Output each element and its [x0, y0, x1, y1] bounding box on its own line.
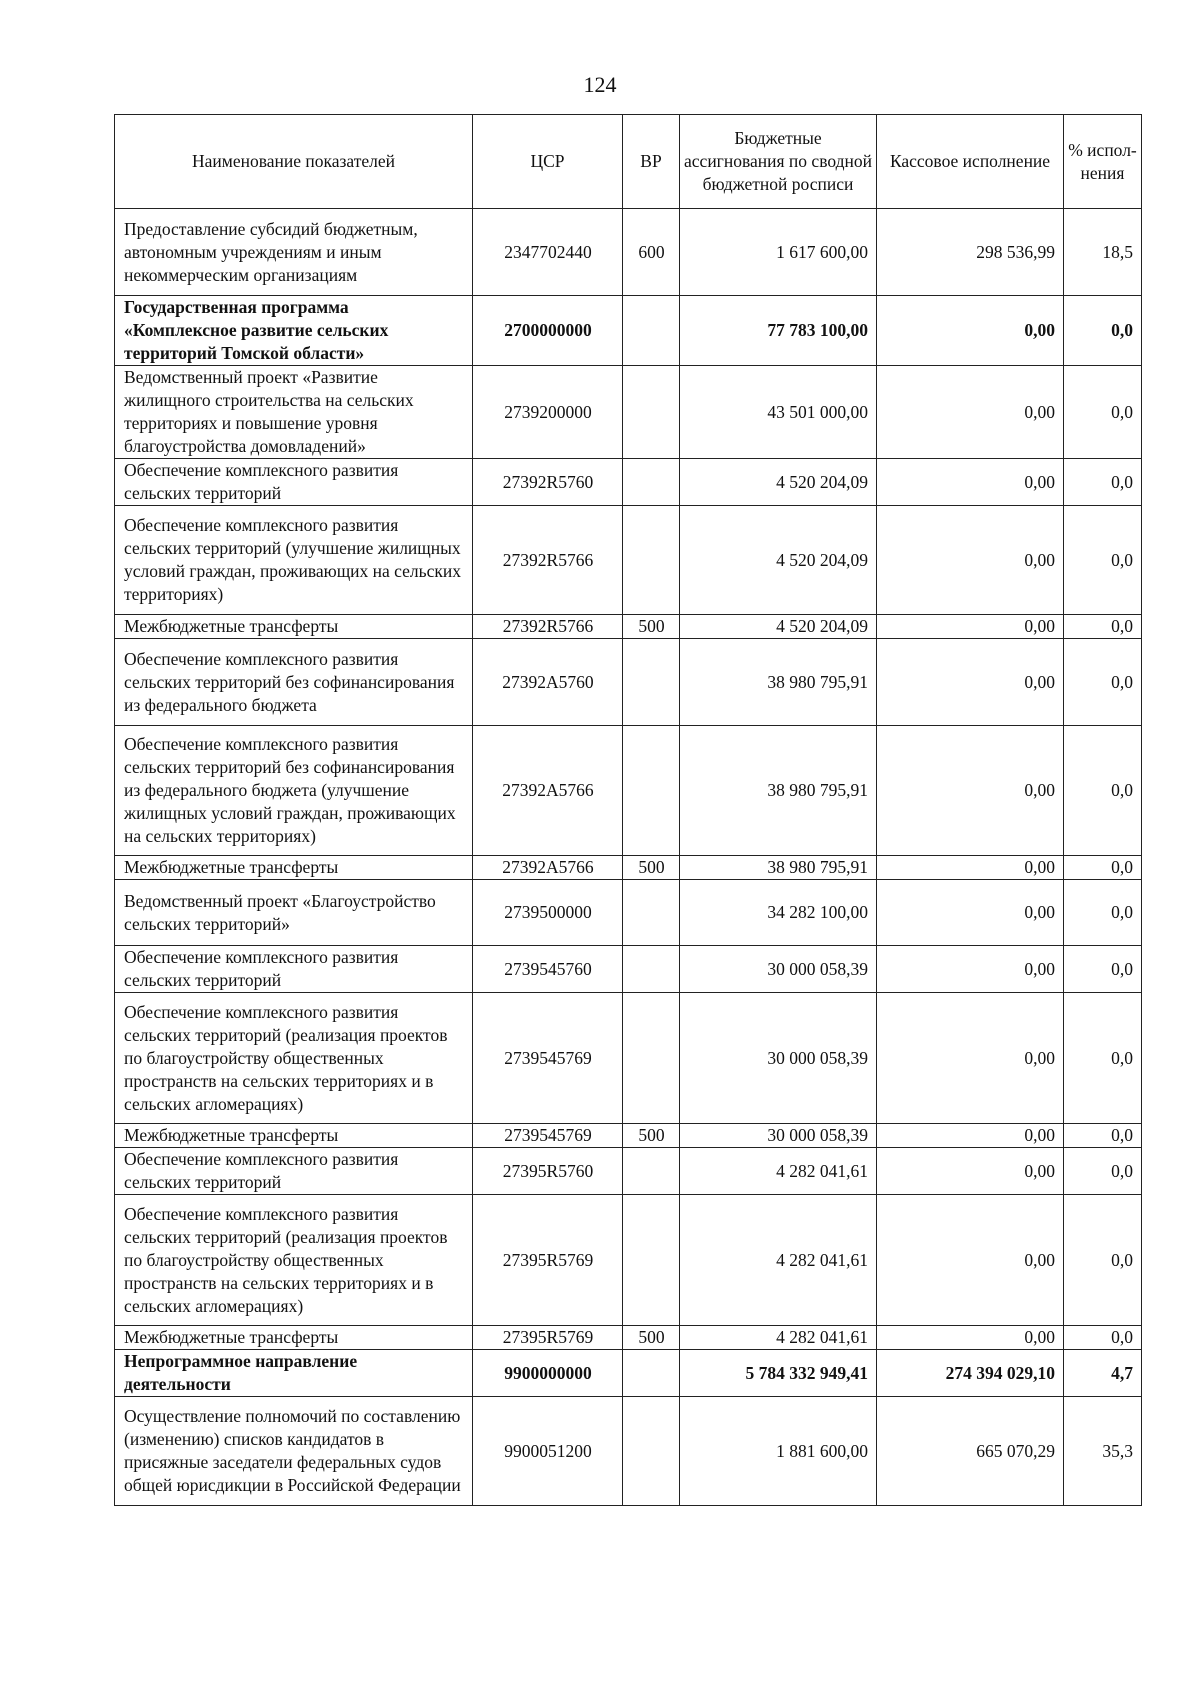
cell-cash: 0,00: [877, 296, 1064, 366]
cell-budget: 4 520 204,09: [680, 506, 877, 615]
table-row: [115, 1397, 1142, 1506]
cell-percent: 0,0: [1064, 615, 1142, 639]
cell-vr: 500: [623, 856, 680, 880]
table-row: [115, 366, 1142, 459]
cell-percent: 0,0: [1064, 946, 1142, 993]
cell-vr: [623, 993, 680, 1124]
cell-cash: 0,00: [877, 1195, 1064, 1326]
cell-budget: 4 520 204,09: [680, 459, 877, 506]
cell-vr: 500: [623, 1124, 680, 1148]
cell-percent: 0,0: [1064, 1195, 1142, 1326]
cell-cash: 0,00: [877, 1124, 1064, 1148]
cell-cash: 0,00: [877, 459, 1064, 506]
cell-name: Межбюджетные трансферты: [115, 1124, 473, 1148]
cell-percent: 0,0: [1064, 880, 1142, 946]
cell-name: Обеспечение комплексного развития сельских территорий (реализация проектов по благоустройству общественных пространств на сельских территориях и в сельских агломерациях): [115, 1195, 473, 1326]
cell-name: Обеспечение комплексного развития сельских территорий без софинансирования из федерального бюджета (улучшение жилищных условий граждан, проживающих на сельских территориях): [115, 726, 473, 856]
cell-cash: 0,00: [877, 993, 1064, 1124]
cell-vr: [623, 946, 680, 993]
column-header-vr: ВР: [623, 115, 680, 209]
cell-vr: [623, 366, 680, 459]
cell-vr: [623, 296, 680, 366]
cell-name: Межбюджетные трансферты: [115, 615, 473, 639]
cell-cash: 665 070,29: [877, 1397, 1064, 1506]
table-row: [115, 506, 1142, 615]
cell-vr: [623, 1350, 680, 1397]
cell-cash: 298 536,99: [877, 209, 1064, 296]
cell-name: Ведомственный проект «Благоустройство сельских территорий»: [115, 880, 473, 946]
table-row: [115, 1350, 1142, 1397]
cell-budget: 1 881 600,00: [680, 1397, 877, 1506]
cell-vr: [623, 880, 680, 946]
cell-csr: 2739545760: [473, 946, 623, 993]
cell-budget: 38 980 795,91: [680, 726, 877, 856]
cell-percent: 0,0: [1064, 1148, 1142, 1195]
cell-name: Обеспечение комплексного развития сельских территорий (улучшение жилищных условий граждан, проживающих на сельских территориях): [115, 506, 473, 615]
cell-percent: 18,5: [1064, 209, 1142, 296]
cell-vr: [623, 1195, 680, 1326]
cell-name: Непрограммное направление деятельности: [115, 1350, 473, 1397]
cell-percent: 0,0: [1064, 1124, 1142, 1148]
cell-name: Обеспечение комплексного развития сельских территорий: [115, 946, 473, 993]
cell-budget: 38 980 795,91: [680, 639, 877, 726]
table-header-row: [115, 115, 1142, 209]
table-row: [115, 856, 1142, 880]
cell-budget: 4 282 041,61: [680, 1195, 877, 1326]
table-row: [115, 296, 1142, 366]
cell-budget: 34 282 100,00: [680, 880, 877, 946]
cell-cash: 0,00: [877, 726, 1064, 856]
cell-percent: 0,0: [1064, 726, 1142, 856]
cell-percent: 0,0: [1064, 993, 1142, 1124]
cell-csr: 27395R5769: [473, 1326, 623, 1350]
cell-budget: 30 000 058,39: [680, 993, 877, 1124]
cell-csr: 27392R5766: [473, 506, 623, 615]
cell-name: Предоставление субсидий бюджетным, автономным учреждениям и иным некоммерческим организациям: [115, 209, 473, 296]
cell-vr: [623, 726, 680, 856]
table-row: [115, 1124, 1142, 1148]
cell-percent: 4,7: [1064, 1350, 1142, 1397]
cell-cash: 0,00: [877, 946, 1064, 993]
cell-name: Обеспечение комплексного развития сельских территорий без софинансирования из федерального бюджета: [115, 639, 473, 726]
cell-csr: 9900051200: [473, 1397, 623, 1506]
cell-csr: 27392R5766: [473, 615, 623, 639]
cell-cash: 0,00: [877, 880, 1064, 946]
cell-budget: 77 783 100,00: [680, 296, 877, 366]
cell-budget: 43 501 000,00: [680, 366, 877, 459]
cell-name: Межбюджетные трансферты: [115, 856, 473, 880]
cell-name: Обеспечение комплексного развития сельских территорий (реализация проектов по благоустройству общественных пространств на сельских территориях и в сельских агломерациях): [115, 993, 473, 1124]
table-row: [115, 615, 1142, 639]
cell-budget: 4 282 041,61: [680, 1148, 877, 1195]
table-row: [115, 1148, 1142, 1195]
column-header-budget: Бюджетные ассигнования по сводной бюджетной росписи: [680, 115, 877, 209]
page-number: 124: [583, 72, 617, 97]
cell-csr: 27392A5766: [473, 856, 623, 880]
cell-csr: 9900000000: [473, 1350, 623, 1397]
cell-csr: 27395R5769: [473, 1195, 623, 1326]
cell-name: Обеспечение комплексного развития сельских территорий: [115, 1148, 473, 1195]
cell-csr: 27392R5760: [473, 459, 623, 506]
cell-csr: 2347702440: [473, 209, 623, 296]
cell-budget: 30 000 058,39: [680, 1124, 877, 1148]
cell-vr: [623, 506, 680, 615]
cell-cash: 0,00: [877, 506, 1064, 615]
cell-budget: 4 520 204,09: [680, 615, 877, 639]
table-row: [115, 1326, 1142, 1350]
cell-vr: [623, 639, 680, 726]
cell-budget: 30 000 058,39: [680, 946, 877, 993]
column-header-cash: Кассовое исполнение: [877, 115, 1064, 209]
cell-percent: 0,0: [1064, 506, 1142, 615]
cell-csr: 2739545769: [473, 1124, 623, 1148]
cell-vr: [623, 1148, 680, 1195]
cell-name: Межбюджетные трансферты: [115, 1326, 473, 1350]
cell-csr: 2700000000: [473, 296, 623, 366]
column-header-csr: ЦСР: [473, 115, 623, 209]
cell-name: Осуществление полномочий по составлению (изменению) списков кандидатов в присяжные заседатели федеральных судов общей юрисдикции в Российской Федерации: [115, 1397, 473, 1506]
table-row: [115, 993, 1142, 1124]
cell-vr: [623, 459, 680, 506]
column-header-name: Наименование показателей: [115, 115, 473, 209]
cell-vr: 500: [623, 1326, 680, 1350]
column-header-percent: % испол-нения: [1064, 115, 1142, 209]
table-row: [115, 726, 1142, 856]
cell-percent: 35,3: [1064, 1397, 1142, 1506]
cell-cash: 0,00: [877, 366, 1064, 459]
cell-percent: 0,0: [1064, 296, 1142, 366]
cell-csr: 27395R5760: [473, 1148, 623, 1195]
cell-name: Обеспечение комплексного развития сельских территорий: [115, 459, 473, 506]
cell-csr: 2739500000: [473, 880, 623, 946]
cell-percent: 0,0: [1064, 1326, 1142, 1350]
cell-vr: 600: [623, 209, 680, 296]
cell-vr: [623, 1397, 680, 1506]
cell-csr: 27392A5766: [473, 726, 623, 856]
cell-cash: 0,00: [877, 1326, 1064, 1350]
table-row: [115, 209, 1142, 296]
cell-cash: 0,00: [877, 1148, 1064, 1195]
cell-csr: 27392A5760: [473, 639, 623, 726]
cell-cash: 0,00: [877, 639, 1064, 726]
cell-percent: 0,0: [1064, 856, 1142, 880]
cell-vr: 500: [623, 615, 680, 639]
cell-cash: 0,00: [877, 615, 1064, 639]
cell-percent: 0,0: [1064, 459, 1142, 506]
table-body: [115, 209, 1142, 1506]
cell-budget: 4 282 041,61: [680, 1326, 877, 1350]
cell-percent: 0,0: [1064, 639, 1142, 726]
cell-budget: 38 980 795,91: [680, 856, 877, 880]
table-row: [115, 946, 1142, 993]
cell-csr: 2739545769: [473, 993, 623, 1124]
table-row: [115, 880, 1142, 946]
budget-execution-table: [114, 114, 1142, 1506]
table-row: [115, 459, 1142, 506]
cell-csr: 2739200000: [473, 366, 623, 459]
table-row: [115, 639, 1142, 726]
cell-budget: 1 617 600,00: [680, 209, 877, 296]
cell-name: Государственная программа «Комплексное развитие сельских территорий Томской области»: [115, 296, 473, 366]
cell-name: Ведомственный проект «Развитие жилищного строительства на сельских территориях и повышение уровня благоустройства домовладений»: [115, 366, 473, 459]
cell-percent: 0,0: [1064, 366, 1142, 459]
cell-cash: 274 394 029,10: [877, 1350, 1064, 1397]
table-row: [115, 1195, 1142, 1326]
cell-budget: 5 784 332 949,41: [680, 1350, 877, 1397]
cell-cash: 0,00: [877, 856, 1064, 880]
